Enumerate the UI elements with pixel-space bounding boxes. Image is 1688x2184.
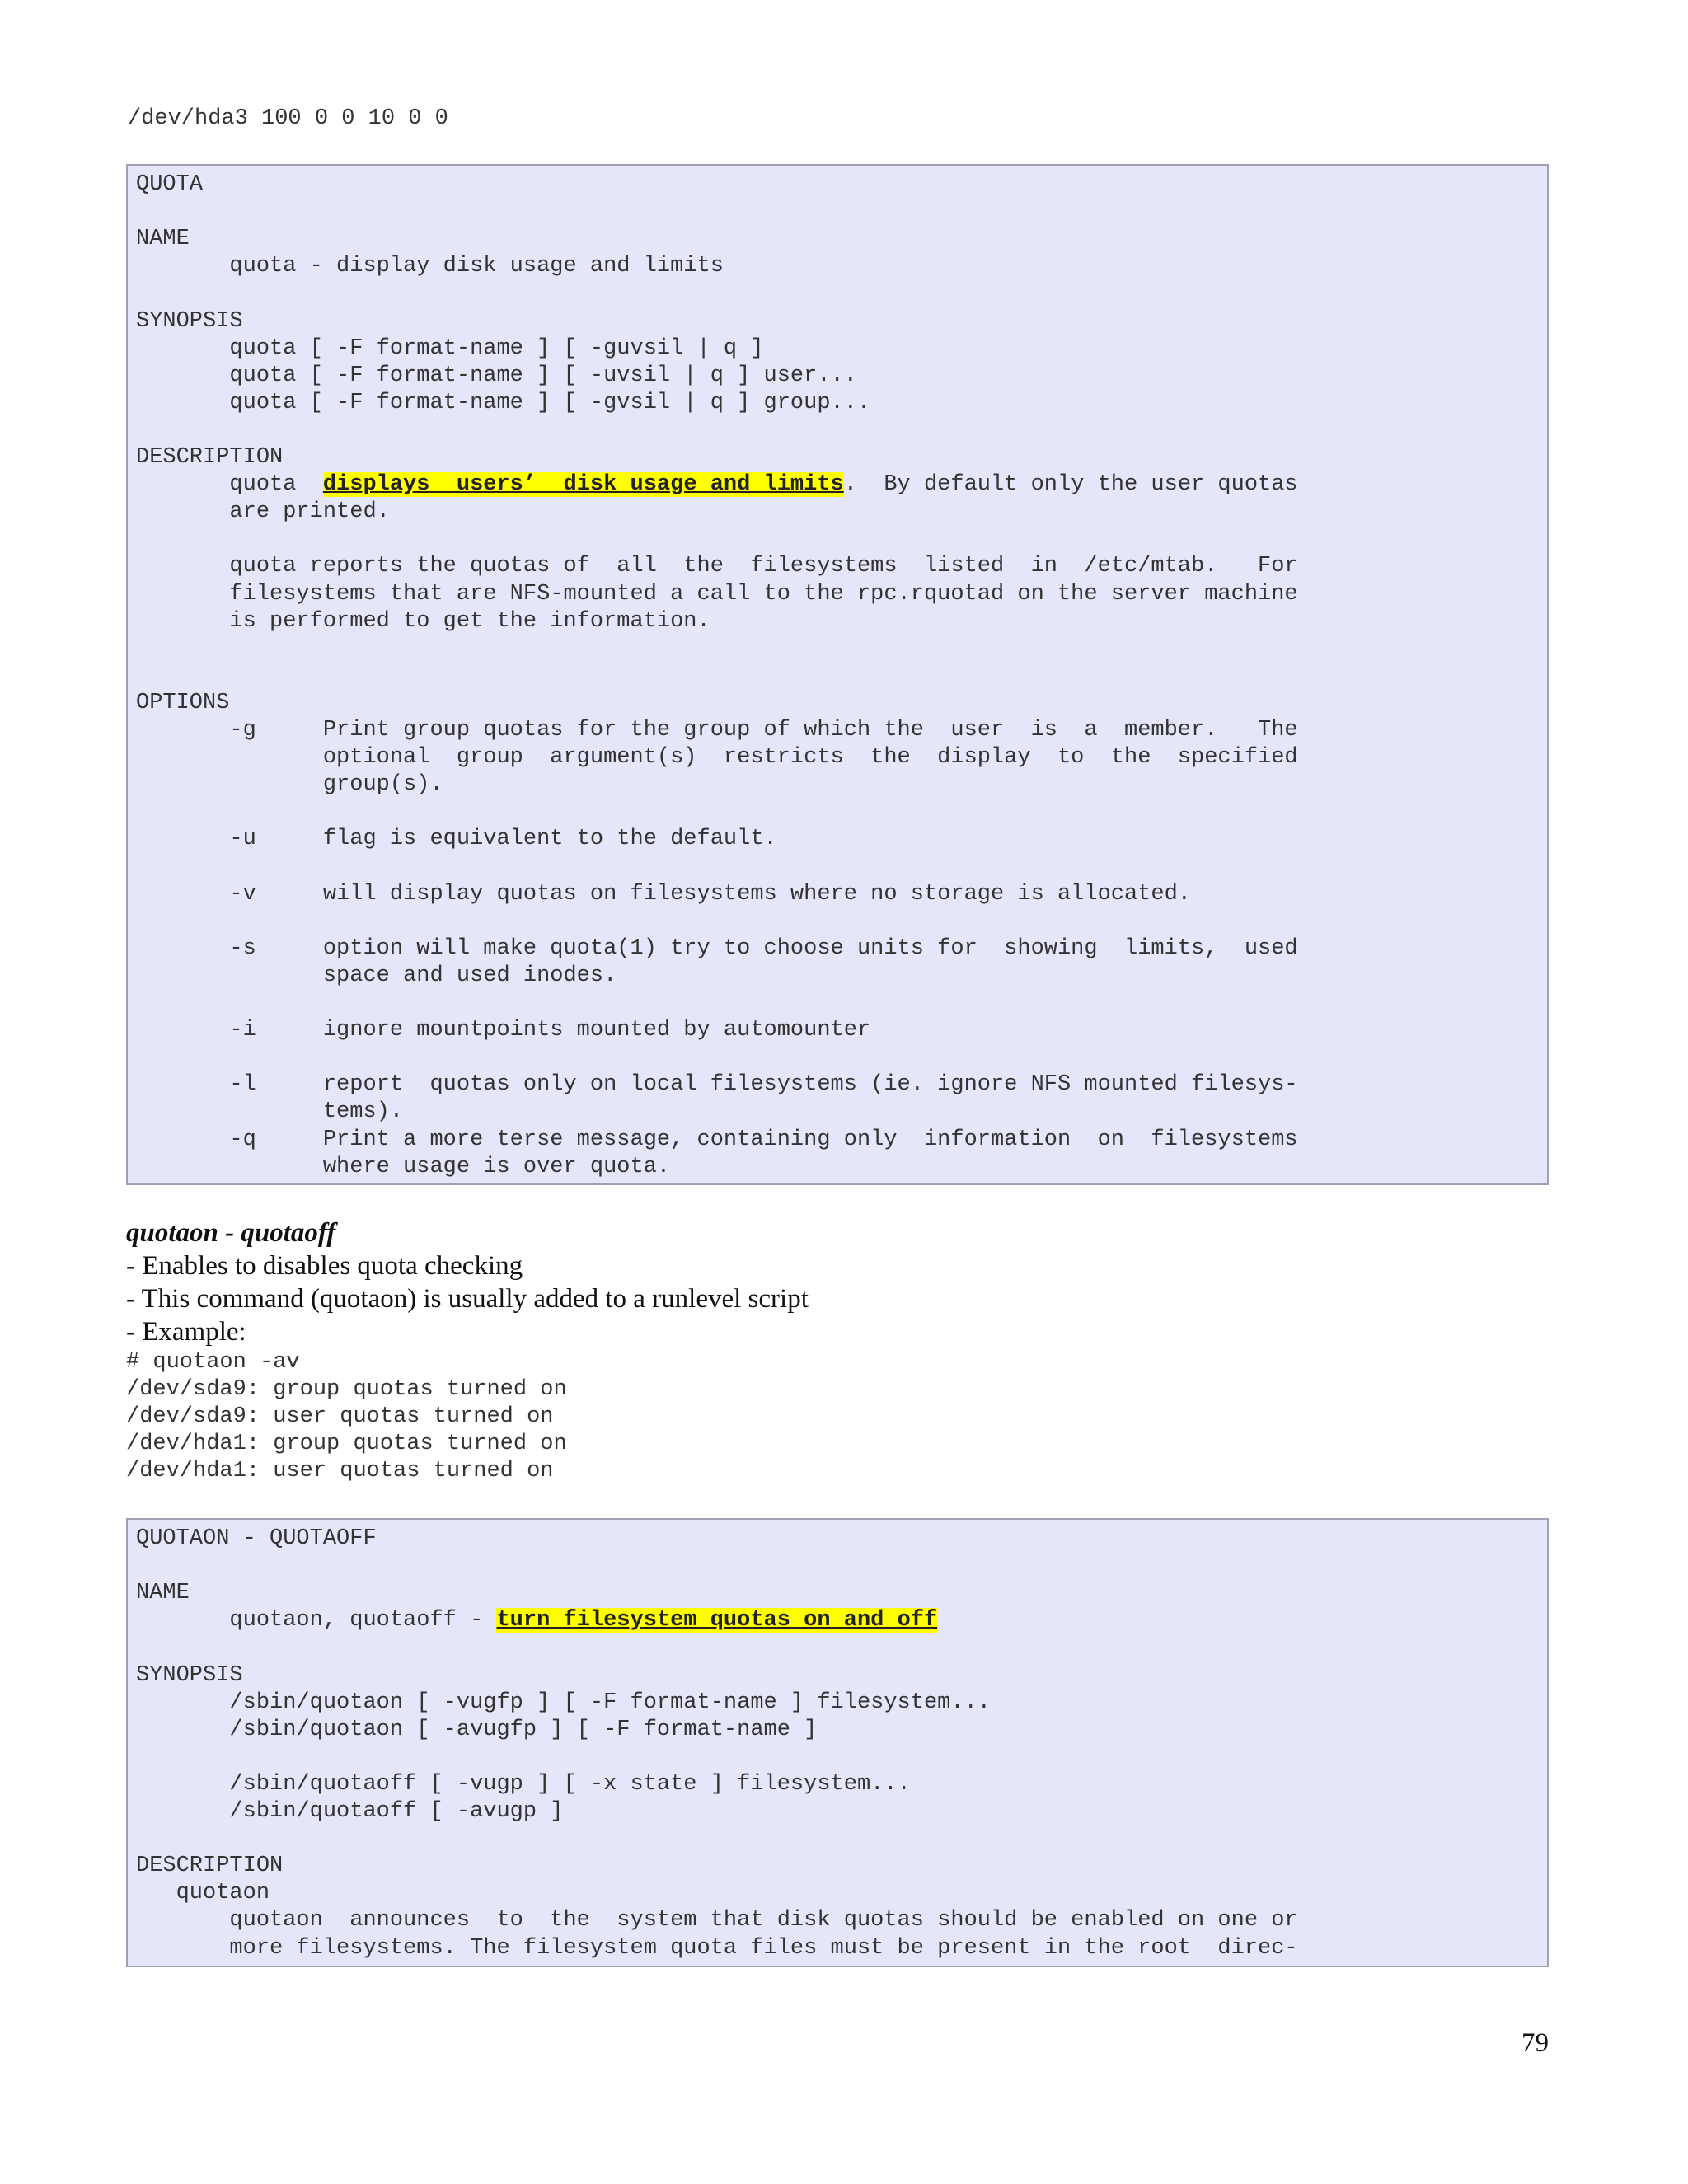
man-line: -u flag is equivalent to the default. [136,827,777,852]
man-line [136,1606,937,1634]
bullet-3: - Example: [126,1317,246,1347]
man-line: -v will display quotas on filesystems where no storage is allocated. [136,881,1192,907]
man-line: -s option will make quota(1) try to choose units for showing limits, used [136,935,1298,961]
page-number: 79 [1522,2028,1549,2058]
man-line: QUOTAON - QUOTAOFF [136,1526,377,1551]
bullet-2: - This command (quotaon) is usually added to a runlevel script [126,1284,809,1314]
man-line [136,471,1298,499]
top-line: /dev/hda3 100 0 0 10 0 0 [128,106,448,131]
man-line: OPTIONS [136,690,230,715]
man-line: -l report quotas only on local filesystems (ie. ignore NFS mounted filesys- [136,1072,1298,1098]
man-line: quota [ -F format-name ] [ -gvsil | q ] group... [136,390,871,415]
man-line-text: . By default only the user quotas [843,472,1298,498]
man-line: are printed. [136,499,390,525]
bullet-1: - Enables to disables quota checking [126,1251,523,1281]
man-line: more filesystems. The filesystem quota files must be present in the root direc- [136,1935,1298,1961]
example-line: /dev/hda1: group quotas turned on [126,1432,567,1456]
man-line: quota [ -F format-name ] [ -uvsil | q ] user... [136,363,857,388]
example-line: /dev/hda1: user quotas turned on [126,1459,554,1483]
man-line: filesystems that are NFS-mounted a call to the rpc.rquotad on the server machine [136,581,1298,607]
section-title: quotaon - quotaoff [126,1218,336,1248]
man-line: /sbin/quotaon [ -avugfp ] [ -F format-name ] [136,1717,818,1742]
man-line: quota - display disk usage and limits [136,254,724,279]
man-line: /sbin/quotaoff [ -avugp ] [136,1799,564,1824]
man-line: optional group argument(s) restricts the display to the specified [136,745,1298,771]
example-line: /dev/sda9: user quotas turned on [126,1404,554,1429]
man-line: group(s). [136,772,443,798]
man-line: quota reports the quotas of all the filesystems listed in /etc/mtab. For [136,554,1298,579]
man-line: -g Print group quotas for the group of which the user is a member. The [136,718,1298,743]
man-line: quotaon [136,1881,270,1906]
highlighted-text: displays users’ disk usage and limits [322,472,844,498]
man-line-text: quotaon, quotaoff - [136,1608,497,1633]
man-line: DESCRIPTION [136,445,284,470]
man-line-text: quota [136,472,323,498]
highlighted-text: turn filesystem quotas on and off [496,1608,938,1633]
man-line: /sbin/quotaon [ -vugfp ] [ -F format-name ] filesystem... [136,1690,991,1715]
man-line: tems). [136,1099,404,1125]
man-line: DESCRIPTION [136,1854,284,1879]
man-line: -q Print a more terse message, containing only information on filesystems [136,1127,1298,1152]
man-line: SYNOPSIS [136,308,243,334]
man-line: QUOTA [136,172,204,197]
example-line: /dev/sda9: group quotas turned on [126,1377,567,1402]
example-line: # quotaon -av [126,1350,300,1375]
quotaon-man-box [126,1518,1549,1967]
man-line: is performed to get the information. [136,608,710,634]
man-line: /sbin/quotaoff [ -vugp ] [ -x state ] filesystem... [136,1771,911,1797]
man-line: quota [ -F format-name ] [ -guvsil | q ] [136,335,764,361]
quota-man-box [126,164,1549,1185]
man-line: SYNOPSIS [136,1662,243,1688]
man-line: NAME [136,227,190,252]
man-line: quotaon announces to the system that disk quotas should be enabled on one or [136,1908,1298,1933]
man-line: NAME [136,1581,190,1606]
man-line: -i ignore mountpoints mounted by automounter [136,1018,871,1043]
man-line: where usage is over quota. [136,1154,671,1179]
man-line: space and used inodes. [136,963,617,988]
